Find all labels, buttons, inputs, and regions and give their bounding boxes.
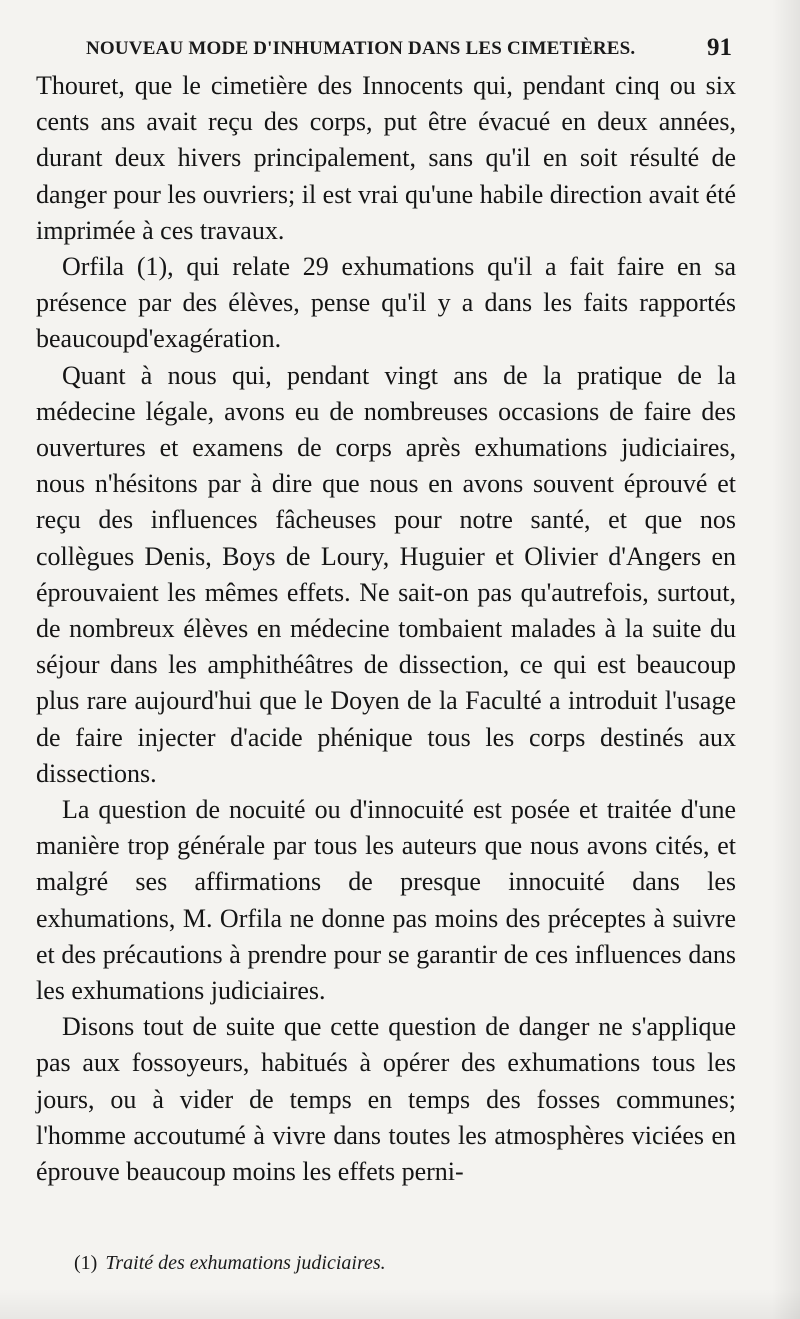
paragraph-nocuite: La question de nocuité ou d'innocuité est posée et traitée d'une manière trop générale par tous les auteurs que nous avons cités, et malgré ses affirmations de presque innocuité dans les exhumations, M. Orfila ne donne pas moins des préceptes à suivre et des précautions à prendre pour se garantir de ces influences dans les exhumations judiciaires.	[36, 795, 736, 1006]
paragraph-quant-a-nous: Quant à nous qui, pendant vingt ans de la pratique de la médecine légale, avons eu de nombreuses occasions de faire des ouvertures et examens de corps après exhumations judiciaires, nous n'hésitons par à dire que nous en avons souvent éprouvé et reçu des influences fâcheuses pour notre santé, et que nos collègues Denis, Boys de Loury, Huguier et Olivier d'Angers en éprouvaient les mêmes effets. Ne sait-on pas qu'autrefois, surtout, de nombreux élèves en médecine tombaient malades à la suite du séjour dans les amphithéâtres de dissection, ce qui est beaucoup plus rare aujourd'hui que le Doyen de la Faculté a introduit l'usage de faire injecter d'acide phénique tous les corps destinés aux dissections.	[36, 360, 736, 788]
paragraph-orfila: Orfila (1), qui relate 29 exhumations qu'il a fait faire en sa présence par des élèves, pense qu'il y a dans les faits rapportés beaucoupd'exagération.	[36, 252, 736, 354]
footnote-text: Traité des exhumations judiciaires.	[105, 1252, 386, 1274]
paragraph-continuation: Thouret, que le cimetière des Innocents qui, pendant cinq ou six cents ans avait reçu des corps, put être évacué en deux années, durant deux hivers principalement, sans qu'il en soit résulté de danger pour les ouvriers; il est vrai qu'une habile direction avait été imprimée à ces travaux.	[36, 71, 736, 245]
body-text	[36, 68, 736, 1190]
running-title: NOUVEAU MODE D'INHUMATION DANS LES CIMETIÈRES.	[86, 38, 636, 59]
footnote	[74, 1252, 386, 1275]
page-number: 91	[707, 34, 732, 61]
page-edge-shadow	[772, 0, 800, 1319]
running-head	[62, 34, 738, 64]
footnote-marker: (1)	[74, 1252, 98, 1274]
paragraph-fossoyeurs: Disons tout de suite que cette question de danger ne s'applique pas aux fossoyeurs, habitués à opérer des exhumations tous les jours, ou à vider de temps en temps des fosses communes; l'homme accoutumé à vivre dans toutes les atmosphères viciées en éprouve beaucoup moins les effets perni-	[36, 1012, 736, 1187]
page-bottom-shadow	[0, 1289, 800, 1319]
